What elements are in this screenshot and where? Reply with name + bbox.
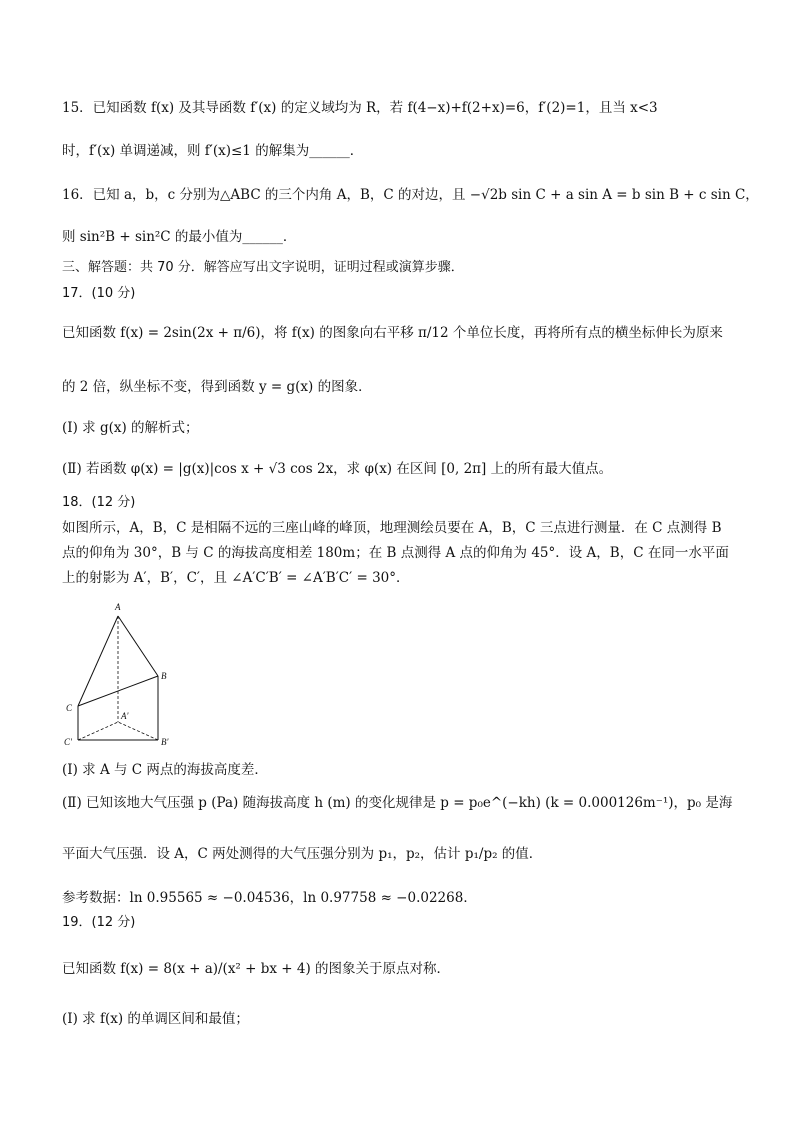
problem-18-line-1: 如图所示，A，B，C 是相隔不远的三座山峰的峰顶，地理测绘员要在 A，B，C 三点进行测量．在 C 点测得 B — [62, 520, 722, 536]
edge-bprime-aprime — [118, 722, 158, 740]
edge-a-c — [78, 616, 118, 706]
problem-18-line-3: 上的射影为 A′，B′，C′，且 ∠A′C′B′ = ∠A′B′C′ = 30°． — [62, 570, 410, 586]
label-c: C — [66, 703, 73, 713]
problem-17-question-1: (Ⅰ) 求 g(x) 的解析式； — [62, 420, 199, 436]
label-b: B — [161, 671, 167, 681]
label-c-prime: C' — [64, 737, 72, 747]
label-a: A — [115, 602, 121, 612]
label-a-prime: A' — [121, 711, 129, 721]
problem-17-line-1: 已知函数 f(x) = 2sin(2x + π/6)，将 f(x) 的图象向右平移 π/12 个单位长度，再将所有点的横坐标伸长为原来 — [62, 325, 723, 341]
problem-15-line-2: 时，f′(x) 单调递减，则 f′(x)≤1 的解集为______． — [62, 143, 364, 159]
problem-19-question-1: (Ⅰ) 求 f(x) 的单调区间和最值； — [62, 1011, 249, 1027]
problem-15-line-1: 15．已知函数 f(x) 及其导函数 f′(x) 的定义域均为 R，若 f(4−x)+f(2+x)=6，f′(2)=1，且当 x<3 — [62, 100, 658, 116]
problem-18-question-1: (Ⅰ) 求 A 与 C 两点的海拔高度差． — [62, 762, 268, 778]
problem-18-question-2-line-2: 平面大气压强．设 A，C 两处测得的大气压强分别为 p₁，p₂，估计 p₁/p₂ 的值． — [62, 846, 543, 862]
problem-18-number: 18．(12 分) — [62, 495, 136, 510]
problem-17-question-2: (Ⅱ) 若函数 φ(x) = |g(x)|cos x + √3 cos 2x，求 φ(x) 在区间 [0, 2π] 上的所有最大值点。 — [62, 461, 613, 477]
problem-17-number: 17．(10 分) — [62, 286, 136, 301]
problem-18-line-2: 点的仰角为 30°，B 与 C 的海拔高度相差 180m；在 B 点测得 A 点的仰角为 45°．设 A，B，C 在同一水平面 — [62, 545, 729, 561]
edge-a-b — [118, 616, 158, 676]
label-b-prime: B' — [161, 737, 169, 747]
problem-19-number: 19．(12 分) — [62, 915, 136, 930]
section-heading: 三、解答题：共 70 分．解答应写出文字说明，证明过程或演算步骤． — [62, 260, 464, 275]
problem-18-question-2-line-1: (Ⅱ) 已知该地大气压强 p (Pa) 随海拔高度 h (m) 的变化规律是 p = p₀e^(−kh) (k = 0.000126m⁻¹)，p₀ 是海 — [62, 795, 733, 811]
problem-17-line-2: 的 2 倍，纵坐标不变，得到函数 y = g(x) 的图象． — [62, 379, 372, 395]
problem-18-reference-data: 参考数据：ln 0.95565 ≈ −0.04536，ln 0.97758 ≈ −0.02268． — [62, 890, 477, 906]
edge-cprime-aprime — [78, 722, 118, 740]
problem-19-line-1: 已知函数 f(x) = 8(x + a)/(x² + bx + 4) 的图象关于原点对称． — [62, 961, 451, 977]
mountain-peaks-diagram — [62, 598, 182, 748]
problem-16-line-1: 16．已知 a，b，c 分别为△ABC 的三个内角 A，B，C 的对边，且 −√2b sin C + a sin A = b sin B + c sin C， — [62, 187, 759, 203]
problem-16-line-2: 则 sin²B + sin²C 的最小值为______． — [62, 229, 297, 245]
